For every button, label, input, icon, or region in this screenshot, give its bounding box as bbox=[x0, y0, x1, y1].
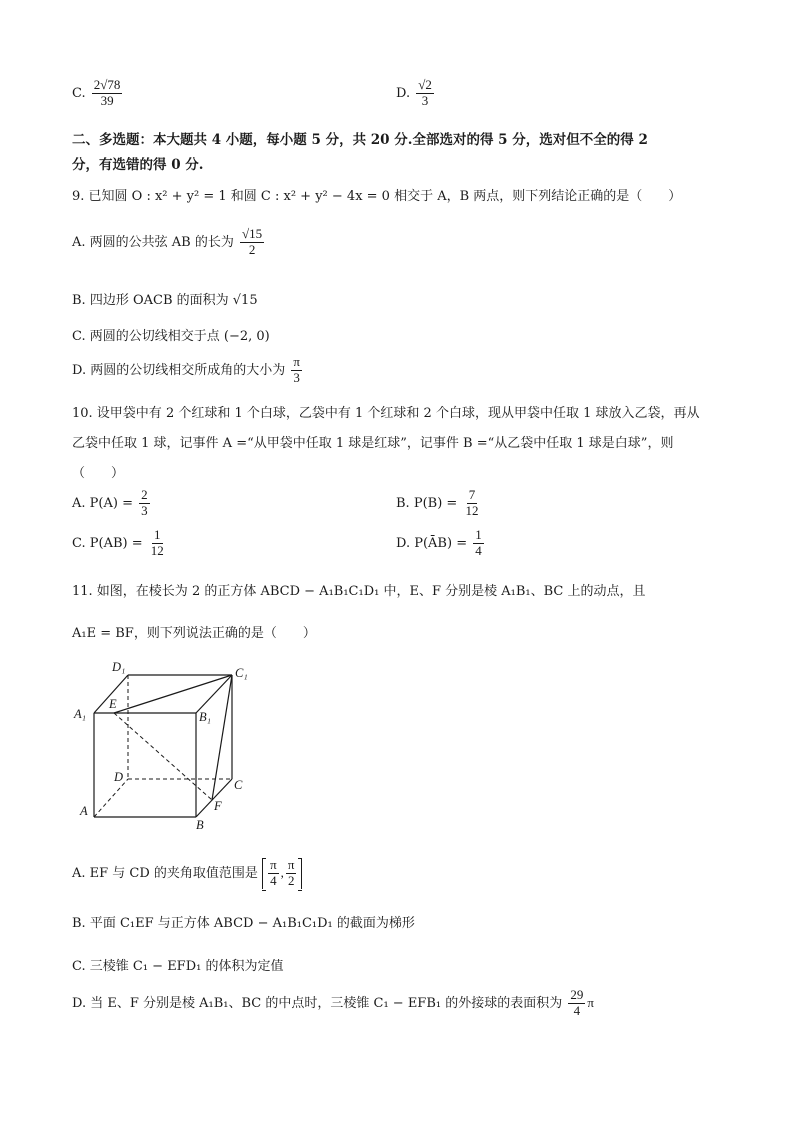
q8-option-c: C. $\frac{2√78}{39}$ bbox=[72, 77, 121, 108]
q11-option-d-fraction: $\frac{29}{4}$ bbox=[570, 987, 584, 1018]
label-e: E bbox=[109, 697, 117, 711]
section-heading-line1: 二、多选题：本大题共 4 小题，每小题 5 分，共 20 分.全部选对的得 5 分，选对但不全的得 2 bbox=[72, 132, 648, 148]
q8-option-d-fraction: $\frac{√2}{3}$ bbox=[418, 77, 432, 108]
q8-option-c-fraction: $\frac{2√78}{39}$ bbox=[93, 77, 121, 108]
label-b: B bbox=[196, 818, 204, 832]
q10-option-a: A. P(A) = $\frac{2}{3}$ bbox=[72, 487, 148, 518]
q9-option-d: D. 两圆的公切线相交所成角的大小为 $\frac{\pi}{3}$ bbox=[72, 354, 300, 385]
hidden-segment-e-f bbox=[114, 713, 212, 800]
label-a: A bbox=[80, 804, 88, 818]
q10-stem-line2: 乙袋中任取 1 球，记事件 A =“从甲袋中任取 1 球是红球”，记事件 B =“从乙袋中任取 1 球是白球”，则 bbox=[72, 436, 674, 451]
label-f: F bbox=[214, 799, 222, 813]
q10-option-b: B. P(B) = $\frac{7}{12}$ bbox=[396, 487, 479, 518]
q11-option-a: A. EF 与 CD 的夹角取值范围是 $\frac{\pi}{4}$ , $\frac{\pi}{2}$ bbox=[72, 858, 302, 889]
q9-option-d-fraction: $\frac{\pi}{3}$ bbox=[293, 354, 300, 385]
q11-option-a-interval: $\frac{\pi}{4}$ , $\frac{\pi}{2}$ bbox=[262, 858, 302, 889]
label-a1: A₁ bbox=[74, 707, 86, 721]
q10-option-d-fraction: $\frac{1}{4}$ bbox=[475, 527, 482, 558]
q9-stem: 9. 已知圆 O : x² + y² = 1 和圆 C : x² + y² − 4x = 0 相交于 A，B 两点，则下列结论正确的是（ ） bbox=[72, 189, 682, 204]
label-d: D bbox=[114, 770, 124, 784]
q9-option-a: A. 两圆的公共弦 AB 的长为 $\frac{√15}{2}$ bbox=[72, 226, 263, 257]
q10-option-c: C. P(AB) = $\frac{1}{12}$ bbox=[72, 527, 164, 558]
q11-option-c: C. 三棱锥 C₁ − EFD₁ 的体积为定值 bbox=[72, 959, 284, 974]
label-c: C bbox=[234, 778, 243, 792]
q8-option-d: D. $\frac{√2}{3}$ bbox=[396, 77, 432, 108]
q9-option-a-fraction: $\frac{√15}{2}$ bbox=[242, 226, 263, 257]
q9-option-b: B. 四边形 OACB 的面积为 √15 bbox=[72, 293, 258, 308]
q10-option-d: D. P(ĀB) = $\frac{1}{4}$ bbox=[396, 527, 482, 558]
q11-option-d: D. 当 E、F 分别是棱 A₁B₁、BC 的中点时，三棱锥 C₁ − EFB₁ 的外接球的表面积为 $\frac{29}{4}$ π bbox=[72, 987, 594, 1018]
q10-stem-line1: 10. 设甲袋中有 2 个红球和 1 个白球，乙袋中有 1 个红球和 2 个白球，现从甲袋中任取 1 球放入乙袋，再从 bbox=[72, 406, 700, 421]
q10-option-a-fraction: $\frac{2}{3}$ bbox=[141, 487, 148, 518]
q11-stem-line2: A₁E = BF，则下列说法正确的是（ ） bbox=[72, 626, 316, 641]
cube-figure bbox=[72, 655, 262, 835]
q11-option-b: B. 平面 C₁EF 与正方体 ABCD − A₁B₁C₁D₁ 的截面为梯形 bbox=[72, 916, 415, 931]
label-b1: B₁ bbox=[199, 710, 211, 724]
q10-option-b-fraction: $\frac{7}{12}$ bbox=[465, 487, 479, 518]
label-c1: C₁ bbox=[235, 666, 248, 680]
q10-option-c-fraction: $\frac{1}{12}$ bbox=[150, 527, 164, 558]
q11-stem-line1: 11. 如图，在棱长为 2 的正方体 ABCD − A₁B₁C₁D₁ 中，E、F 分别是棱 A₁B₁、BC 上的动点，且 bbox=[72, 584, 646, 599]
q10-stem-line3: （ ） bbox=[72, 466, 125, 481]
label-d1: D₁ bbox=[112, 660, 126, 674]
section-heading-line2: 分，有选错的得 0 分. bbox=[72, 157, 204, 173]
q9-option-c: C. 两圆的公切线相交于点 (−2, 0) bbox=[72, 329, 270, 344]
hidden-edge-a-d bbox=[94, 779, 128, 817]
